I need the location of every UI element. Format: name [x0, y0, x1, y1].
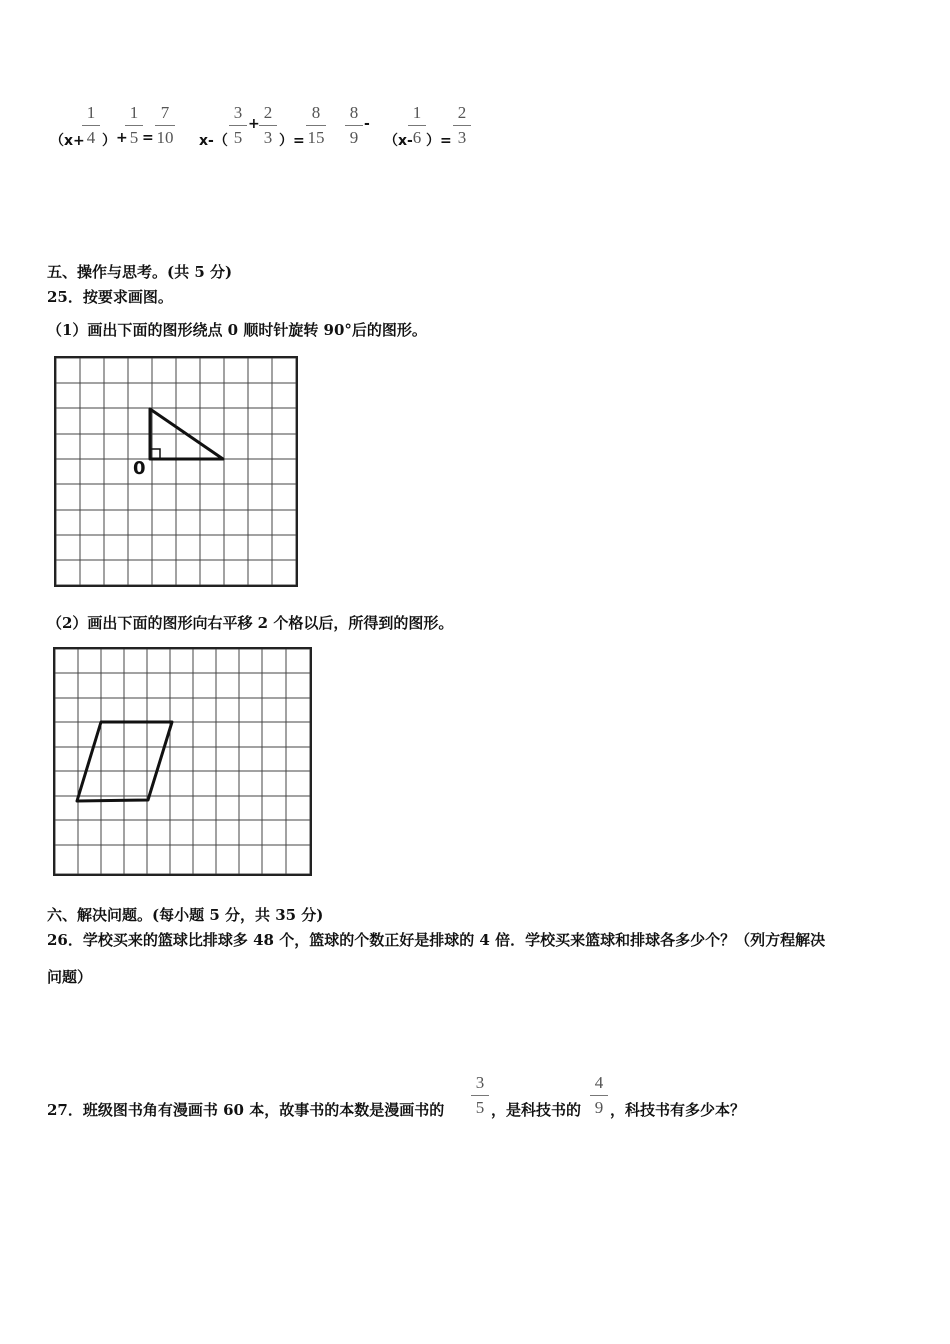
eq2-f1-num: 3	[233, 103, 243, 122]
section-5-title: 五、操作与思考。(共 5 分)	[47, 263, 233, 281]
question-25-part-2: （2）画出下面的图形向右平移 2 个格以后，所得到的图形。	[47, 614, 454, 632]
eq2-f3-num: 8	[311, 103, 321, 122]
rotation-grid	[50, 352, 302, 592]
q27-f2-den: 9	[594, 1098, 604, 1117]
eq2-f2-den: 3	[263, 128, 273, 147]
eq2-close: ）=	[279, 133, 305, 149]
eq2-f1-den: 5	[233, 128, 243, 147]
eq3-prefix: （x-	[384, 133, 413, 149]
question-27-fraction-2	[588, 1072, 610, 1119]
translation-grid	[50, 643, 316, 883]
eq1-close: ）	[102, 133, 116, 149]
eq1-fraction-1	[80, 102, 102, 149]
eq1-prefix: （x+	[50, 133, 85, 149]
rotation-center-label: 0	[133, 458, 146, 479]
eq1-f2-den: 5	[129, 128, 139, 147]
question-27-fraction-1	[469, 1072, 491, 1119]
eq3-f3-num: 2	[457, 103, 467, 122]
eq1-plus: +	[116, 130, 128, 146]
question-25: 25．按要求画图。	[47, 288, 173, 306]
eq2-fraction-3	[304, 102, 328, 149]
eq2-f3-den: 15	[307, 128, 325, 147]
eq1-f1-num: 1	[86, 103, 96, 122]
eq1-fraction-3	[153, 102, 177, 149]
eq3-fraction-1	[343, 102, 365, 149]
question-26-line-2: 问题）	[47, 968, 93, 986]
eq1-f2-num: 1	[129, 103, 139, 122]
q27-f1-den: 5	[475, 1098, 485, 1117]
question-25-part-1: （1）画出下面的图形绕点 0 顺时针旋转 90°后的图形。	[47, 321, 427, 339]
eq3-f2-den: 6	[412, 128, 422, 147]
eq1-f3-num: 7	[160, 103, 170, 122]
eq1-f1-den: 4	[86, 128, 96, 147]
question-26-line-1: 26．学校买来的篮球比排球多 48 个，篮球的个数正好是排球的 4 倍．学校买来篮球和排球各多少个？（列方程解决	[47, 931, 826, 949]
question-27-text-1: 27．班级图书角有漫画书 60 本，故事书的本数是漫画书的	[47, 1101, 445, 1119]
eq1-equals: =	[142, 130, 154, 146]
eq2-fraction-2	[257, 102, 279, 149]
eq2-f2-num: 2	[263, 103, 273, 122]
eq2-plus: +	[248, 116, 260, 132]
eq3-f1-den: 9	[349, 128, 359, 147]
eq3-fraction-3	[451, 102, 473, 149]
eq2-prefix: x-（	[199, 133, 228, 149]
section-6-title: 六、解决问题。(每小题 5 分，共 35 分)	[47, 906, 324, 924]
eq3-close: ）=	[426, 133, 452, 149]
question-27-text-3: ，科技书有多少本？	[610, 1101, 746, 1119]
eq2-fraction-1	[227, 102, 249, 149]
question-27-text-2: ，是科技书的	[491, 1101, 582, 1119]
eq3-f1-num: 8	[349, 103, 359, 122]
eq3-f3-den: 3	[457, 128, 467, 147]
q27-f1-num: 3	[475, 1073, 485, 1092]
eq3-f2-num: 1	[412, 103, 422, 122]
q27-f2-num: 4	[594, 1073, 604, 1092]
eq3-minus: -	[364, 116, 370, 132]
eq1-f3-den: 10	[156, 128, 174, 147]
eq3-fraction-2	[406, 102, 428, 149]
